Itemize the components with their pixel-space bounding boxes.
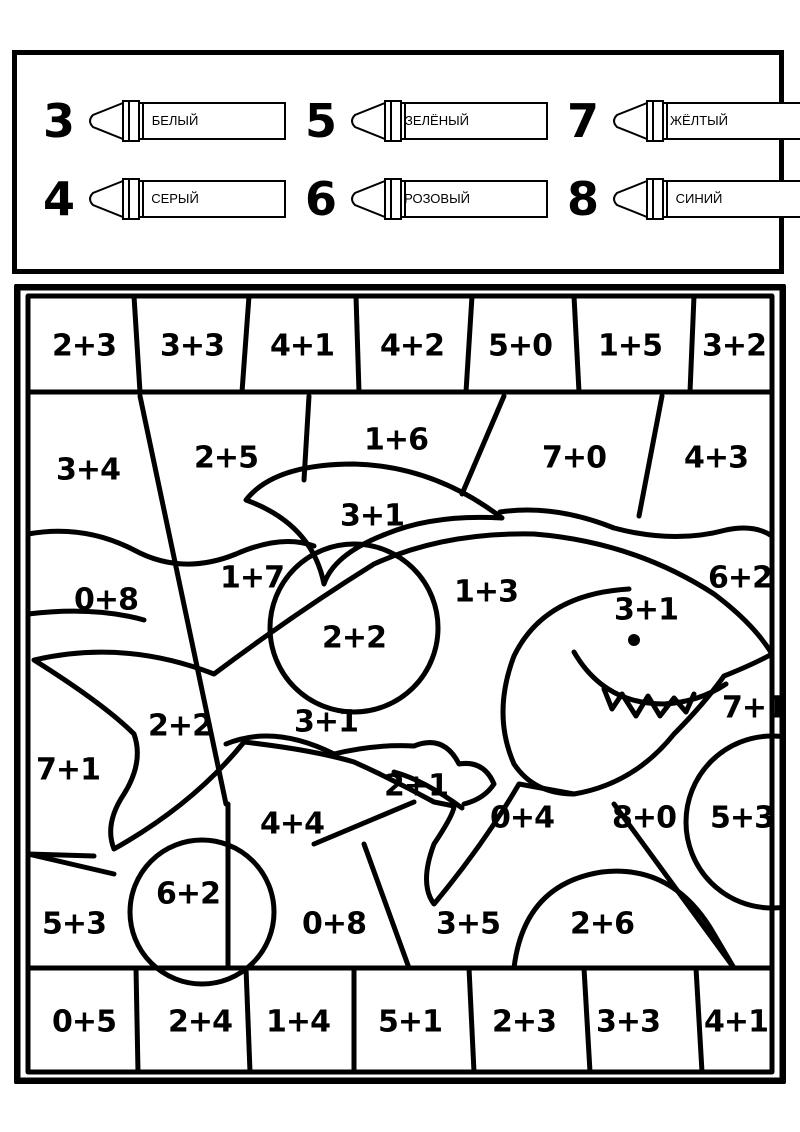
color-key-panel — [12, 50, 784, 274]
key-item — [37, 171, 267, 227]
color-name-label: СИНИЙ — [675, 191, 723, 206]
picture-cell: 2+6 — [570, 906, 634, 942]
picture-cell: 3+5 — [436, 906, 500, 942]
picture-cell: 7+0 — [542, 440, 606, 476]
bottom-row-cell: 1+4 — [266, 1004, 330, 1040]
picture-cell: 3+1 — [294, 704, 358, 740]
key-number: 8 — [566, 172, 599, 226]
color-name-label: СЕРЫЙ — [151, 191, 199, 206]
top-row-cell: 3+3 — [160, 328, 224, 364]
picture-cell: 6+2 — [156, 876, 220, 912]
key-number: 3 — [42, 94, 75, 148]
picture-cell: 5+3 — [710, 800, 774, 836]
picture-cell: 3+4 — [56, 452, 120, 488]
color-name-label: РОЗОВЫЙ — [404, 191, 470, 206]
key-item — [561, 171, 791, 227]
top-row-cell: 4+1 — [270, 328, 334, 364]
top-row-cell: 5+0 — [488, 328, 552, 364]
picture-cell: 0+8 — [302, 906, 366, 942]
top-row-cell: 4+2 — [380, 328, 444, 364]
key-number: 7 — [566, 94, 599, 148]
color-name-label: ЗЕЛЁНЫЙ — [405, 113, 469, 128]
picture-cell: 8+0 — [612, 800, 676, 836]
picture-cell: 7+1 — [36, 752, 100, 788]
picture-cell: 5+3 — [42, 906, 106, 942]
picture-cell: 2+1 — [384, 768, 448, 804]
picture-cell: 1+7 — [220, 560, 284, 596]
picture-cell: 2+2 — [322, 620, 386, 656]
bottom-row-cell: 2+3 — [492, 1004, 556, 1040]
bottom-row-cell: 5+1 — [378, 1004, 442, 1040]
color-name-label: ЖЁЛТЫЙ — [669, 113, 728, 128]
key-number: 5 — [304, 94, 337, 148]
key-item — [37, 93, 267, 149]
color-name-label: БЕЛЫЙ — [151, 113, 199, 128]
top-row-cell: 2+3 — [52, 328, 116, 364]
picture-cell: 2+2 — [148, 708, 212, 744]
key-number: 6 — [304, 172, 337, 226]
picture-cell: 0+4 — [490, 800, 554, 836]
picture-cell: 7+1 — [722, 690, 786, 726]
bottom-row-cell: 4+1 — [704, 1004, 768, 1040]
key-item — [561, 93, 791, 149]
picture-cell: 3+1 — [340, 498, 404, 534]
picture-cell: 0+8 — [74, 582, 138, 618]
key-item — [299, 171, 529, 227]
key-number: 4 — [42, 172, 75, 226]
picture-cell: 2+5 — [194, 440, 258, 476]
key-item — [299, 93, 529, 149]
picture-cell: 4+4 — [260, 806, 324, 842]
top-row-cell: 3+2 — [702, 328, 766, 364]
picture-cell: 1+6 — [364, 422, 428, 458]
picture-cell: 1+3 — [454, 574, 518, 610]
top-row-cell: 1+5 — [598, 328, 662, 364]
picture-cell: 3+1 — [614, 592, 678, 628]
picture-cell: 4+3 — [684, 440, 748, 476]
bottom-row-cell: 0+5 — [52, 1004, 116, 1040]
picture-cell: 6+2 — [708, 560, 772, 596]
bottom-row-cell: 2+4 — [168, 1004, 232, 1040]
shark-line-art — [14, 284, 786, 1084]
coloring-puzzle — [14, 284, 786, 1084]
bottom-row-cell: 3+3 — [596, 1004, 660, 1040]
